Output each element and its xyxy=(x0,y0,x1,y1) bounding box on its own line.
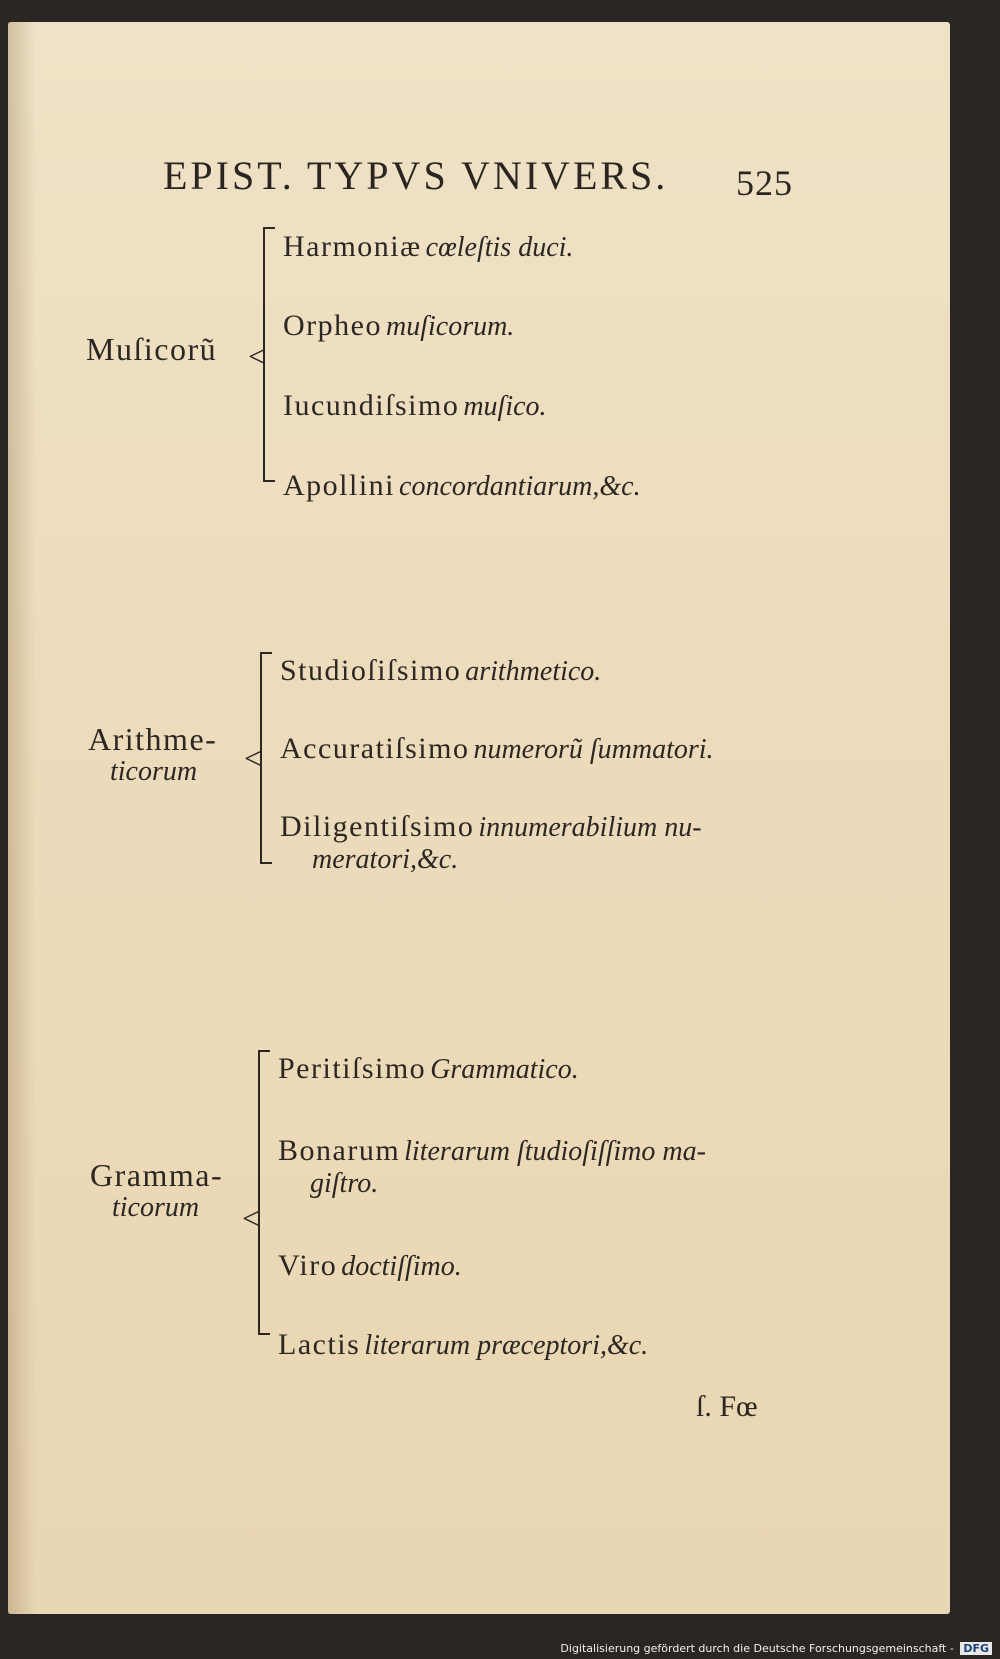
group-label-roman: Arithme‑ xyxy=(88,721,218,757)
book-page xyxy=(8,22,950,1614)
brace-point-musicorum: < xyxy=(248,338,267,374)
credit-text: Digitalisierung gefördert durch die Deutsche Forschungsgemeinschaft - xyxy=(560,1642,954,1655)
brace-point-arithmeticorum: < xyxy=(244,740,263,776)
entry-continuation: giſtro. xyxy=(310,1168,379,1199)
group-label-italic: ticorum xyxy=(112,1192,200,1224)
brace-point-grammaticorum: < xyxy=(242,1200,261,1236)
entry-continuation: meratori,&c. xyxy=(312,844,459,875)
catchword: ſ. Fœ xyxy=(696,1390,758,1423)
entry-line: Harmoniæ cœleſtis duci. xyxy=(283,230,574,263)
group-label-arithmeticorum xyxy=(88,722,217,788)
entry-line: Viro doctiſſimo. xyxy=(278,1249,462,1282)
entry-line: Studioſiſsimo arithmetico. xyxy=(280,654,602,687)
entry-line: Iucundiſsimo muſico. xyxy=(283,389,547,422)
page-number: 525 xyxy=(736,163,793,203)
brace-arithmeticorum xyxy=(260,652,276,864)
page-gutter-shadow xyxy=(8,22,36,1614)
entry-line: Accuratiſsimo numerorũ ſummatori. xyxy=(280,732,714,765)
group-label-musicorum xyxy=(86,332,217,367)
group-label-italic: ticorum xyxy=(110,756,198,788)
entry-line: Bonarum literarum ſtudioſiſſimo ma‑ giſtro. xyxy=(278,1134,706,1199)
group-label-roman: Muſicorũ xyxy=(86,331,218,367)
entry-line: Peritiſsimo Grammatico. xyxy=(278,1052,579,1085)
group-label-roman: Gramma‑ xyxy=(90,1157,224,1193)
entry-line: Lactis literarum præceptori,&c. xyxy=(278,1328,649,1361)
digitization-credit xyxy=(560,1642,992,1655)
dfg-logo: DFG xyxy=(960,1642,992,1655)
entry-line: Orpheo muſicorum. xyxy=(283,309,515,342)
entry-line: Diligentiſsimo innumerabilium nu‑ meratori,&c. xyxy=(280,810,702,875)
running-head: EPIST. TYPVS VNIVERS. xyxy=(163,153,669,198)
entry-line: Apollini concordantiarum,&c. xyxy=(283,469,641,502)
group-label-grammaticorum xyxy=(90,1158,223,1224)
brace-grammaticorum xyxy=(258,1050,274,1335)
